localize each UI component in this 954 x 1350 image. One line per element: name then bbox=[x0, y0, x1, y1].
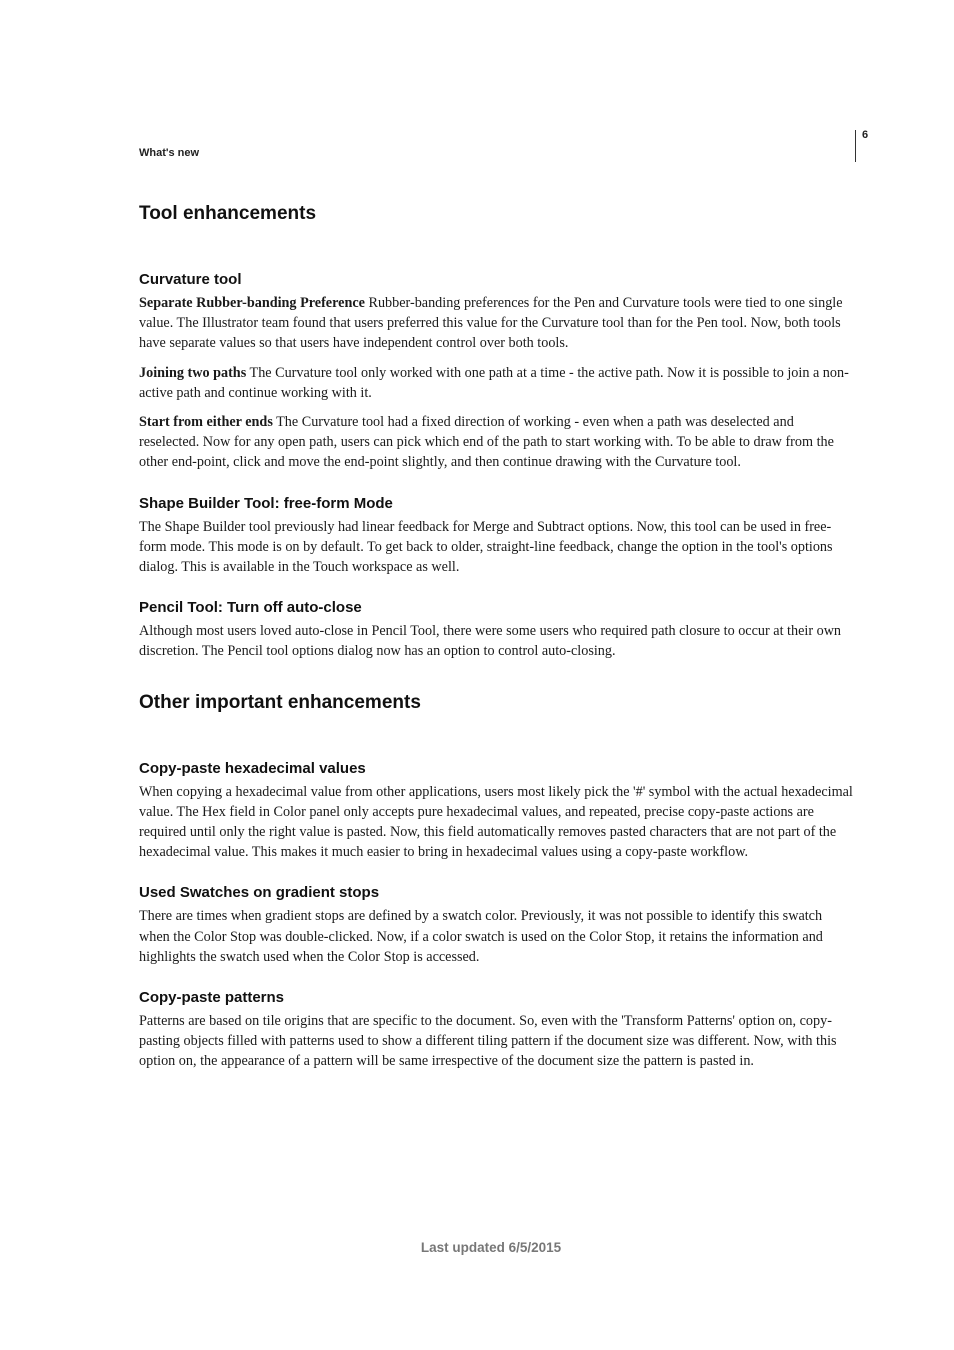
paragraph-copy-paste-hex: When copying a hexadecimal value from other applications, users most likely pick the '#' symbol with the actual hexadecimal value. The Hex field in Color panel only accepts pure hexadecimal values, and repeated, precise copy-paste actions are required until only the right value is pasted. Now, this field automatically removes pasted characters that are not part of the hexadecimal value. This makes it much easier to bring in hexadecimal values using a copy-paste workflow. bbox=[139, 783, 853, 861]
lead-joining-paths: Joining two paths bbox=[139, 364, 247, 381]
subheading-copy-paste-patterns: Copy-paste patterns bbox=[139, 989, 285, 1007]
body-either-ends: The Curvature tool had a fixed direction of working - even when a path was deselected and reselected. Now for any open path, users can pick which end of the path to start working with. To be able to draw from the other end-point, click and move the end-point slightly, and then continue drawing with the Curvature tool. bbox=[139, 414, 834, 471]
paragraph-pencil-tool: Although most users loved auto-close in Pencil Tool, there were some users who required path closure to occur at their own discretion. The Pencil tool options dialog now has an option to control auto-closing. bbox=[139, 623, 842, 660]
heading-other-enhancements: Other important enhancements bbox=[139, 691, 421, 713]
subheading-copy-paste-hex: Copy-paste hexadecimal values bbox=[139, 759, 366, 777]
paragraph-either-ends bbox=[139, 412, 853, 473]
subheading-pencil-tool: Pencil Tool: Turn off auto-close bbox=[139, 599, 362, 617]
body-joining-paths: The Curvature tool only worked with one path at a time - the active path. Now it is possible to join a non-active path and continue working with it. bbox=[139, 364, 849, 401]
paragraph-used-swatches: There are times when gradient stops are defined by a swatch color. Previously, it was not possible to identify this swatch when the Color Stop was double-clicked. Now, if a color swatch is used on the Color Stop, it retains the information and highlights the swatch used when the Color Stop is accessed. bbox=[139, 908, 823, 965]
heading-tool-enhancements: Tool enhancements bbox=[139, 203, 317, 224]
lead-rubber-banding: Separate Rubber-banding Preference bbox=[139, 295, 365, 311]
paragraph-rubber-banding bbox=[139, 293, 853, 354]
section-curvature-tool bbox=[139, 269, 853, 473]
lead-either-ends: Start from either ends bbox=[139, 414, 273, 431]
section-copy-paste-patterns bbox=[139, 987, 853, 1072]
body-rubber-banding: Rubber-banding preferences for the Pen and Curvature tools were tied to one single value. The Illustrator team found that users preferred this value for the Curvature tool than for the Pen tool. Now, both tools have separate values so that users have independent control over both tools. bbox=[139, 295, 843, 352]
paragraph-shape-builder: The Shape Builder tool previously had linear feedback for Merge and Subtract options. Now, this tool can be used in free-form mode. This mode is on by default. To get back to older, straight-line feedback, change the option in the tool's options dialog. This is available in the Touch workspace as well. bbox=[139, 518, 833, 576]
section-copy-paste-hex bbox=[139, 758, 853, 863]
section-pencil-tool bbox=[139, 597, 853, 661]
footer-last-updated: Last updated 6/5/2015 bbox=[420, 1240, 562, 1255]
page-number: 6 bbox=[862, 129, 869, 141]
section-used-swatches bbox=[139, 882, 853, 967]
page-number-rule bbox=[855, 130, 856, 162]
paragraph-joining-paths bbox=[139, 363, 853, 403]
subheading-used-swatches: Used Swatches on gradient stops bbox=[139, 884, 380, 902]
paragraph-copy-paste-patterns: Patterns are based on tile origins that are specific to the document. So, even with the 'Transform Patterns' option on, copy-pasting objects filled with patterns used to show a different tiling pattern if the document size was different. Now, with this option on, the appearance of a pattern will be same irrespective of the document size the pattern is pasted in. bbox=[139, 1013, 837, 1070]
main-content bbox=[139, 199, 853, 1072]
subheading-curvature-tool: Curvature tool bbox=[139, 271, 242, 288]
section-shape-builder bbox=[139, 493, 853, 578]
running-header-title: What's new bbox=[139, 147, 200, 159]
subheading-shape-builder: Shape Builder Tool: free-form Mode bbox=[139, 494, 393, 512]
